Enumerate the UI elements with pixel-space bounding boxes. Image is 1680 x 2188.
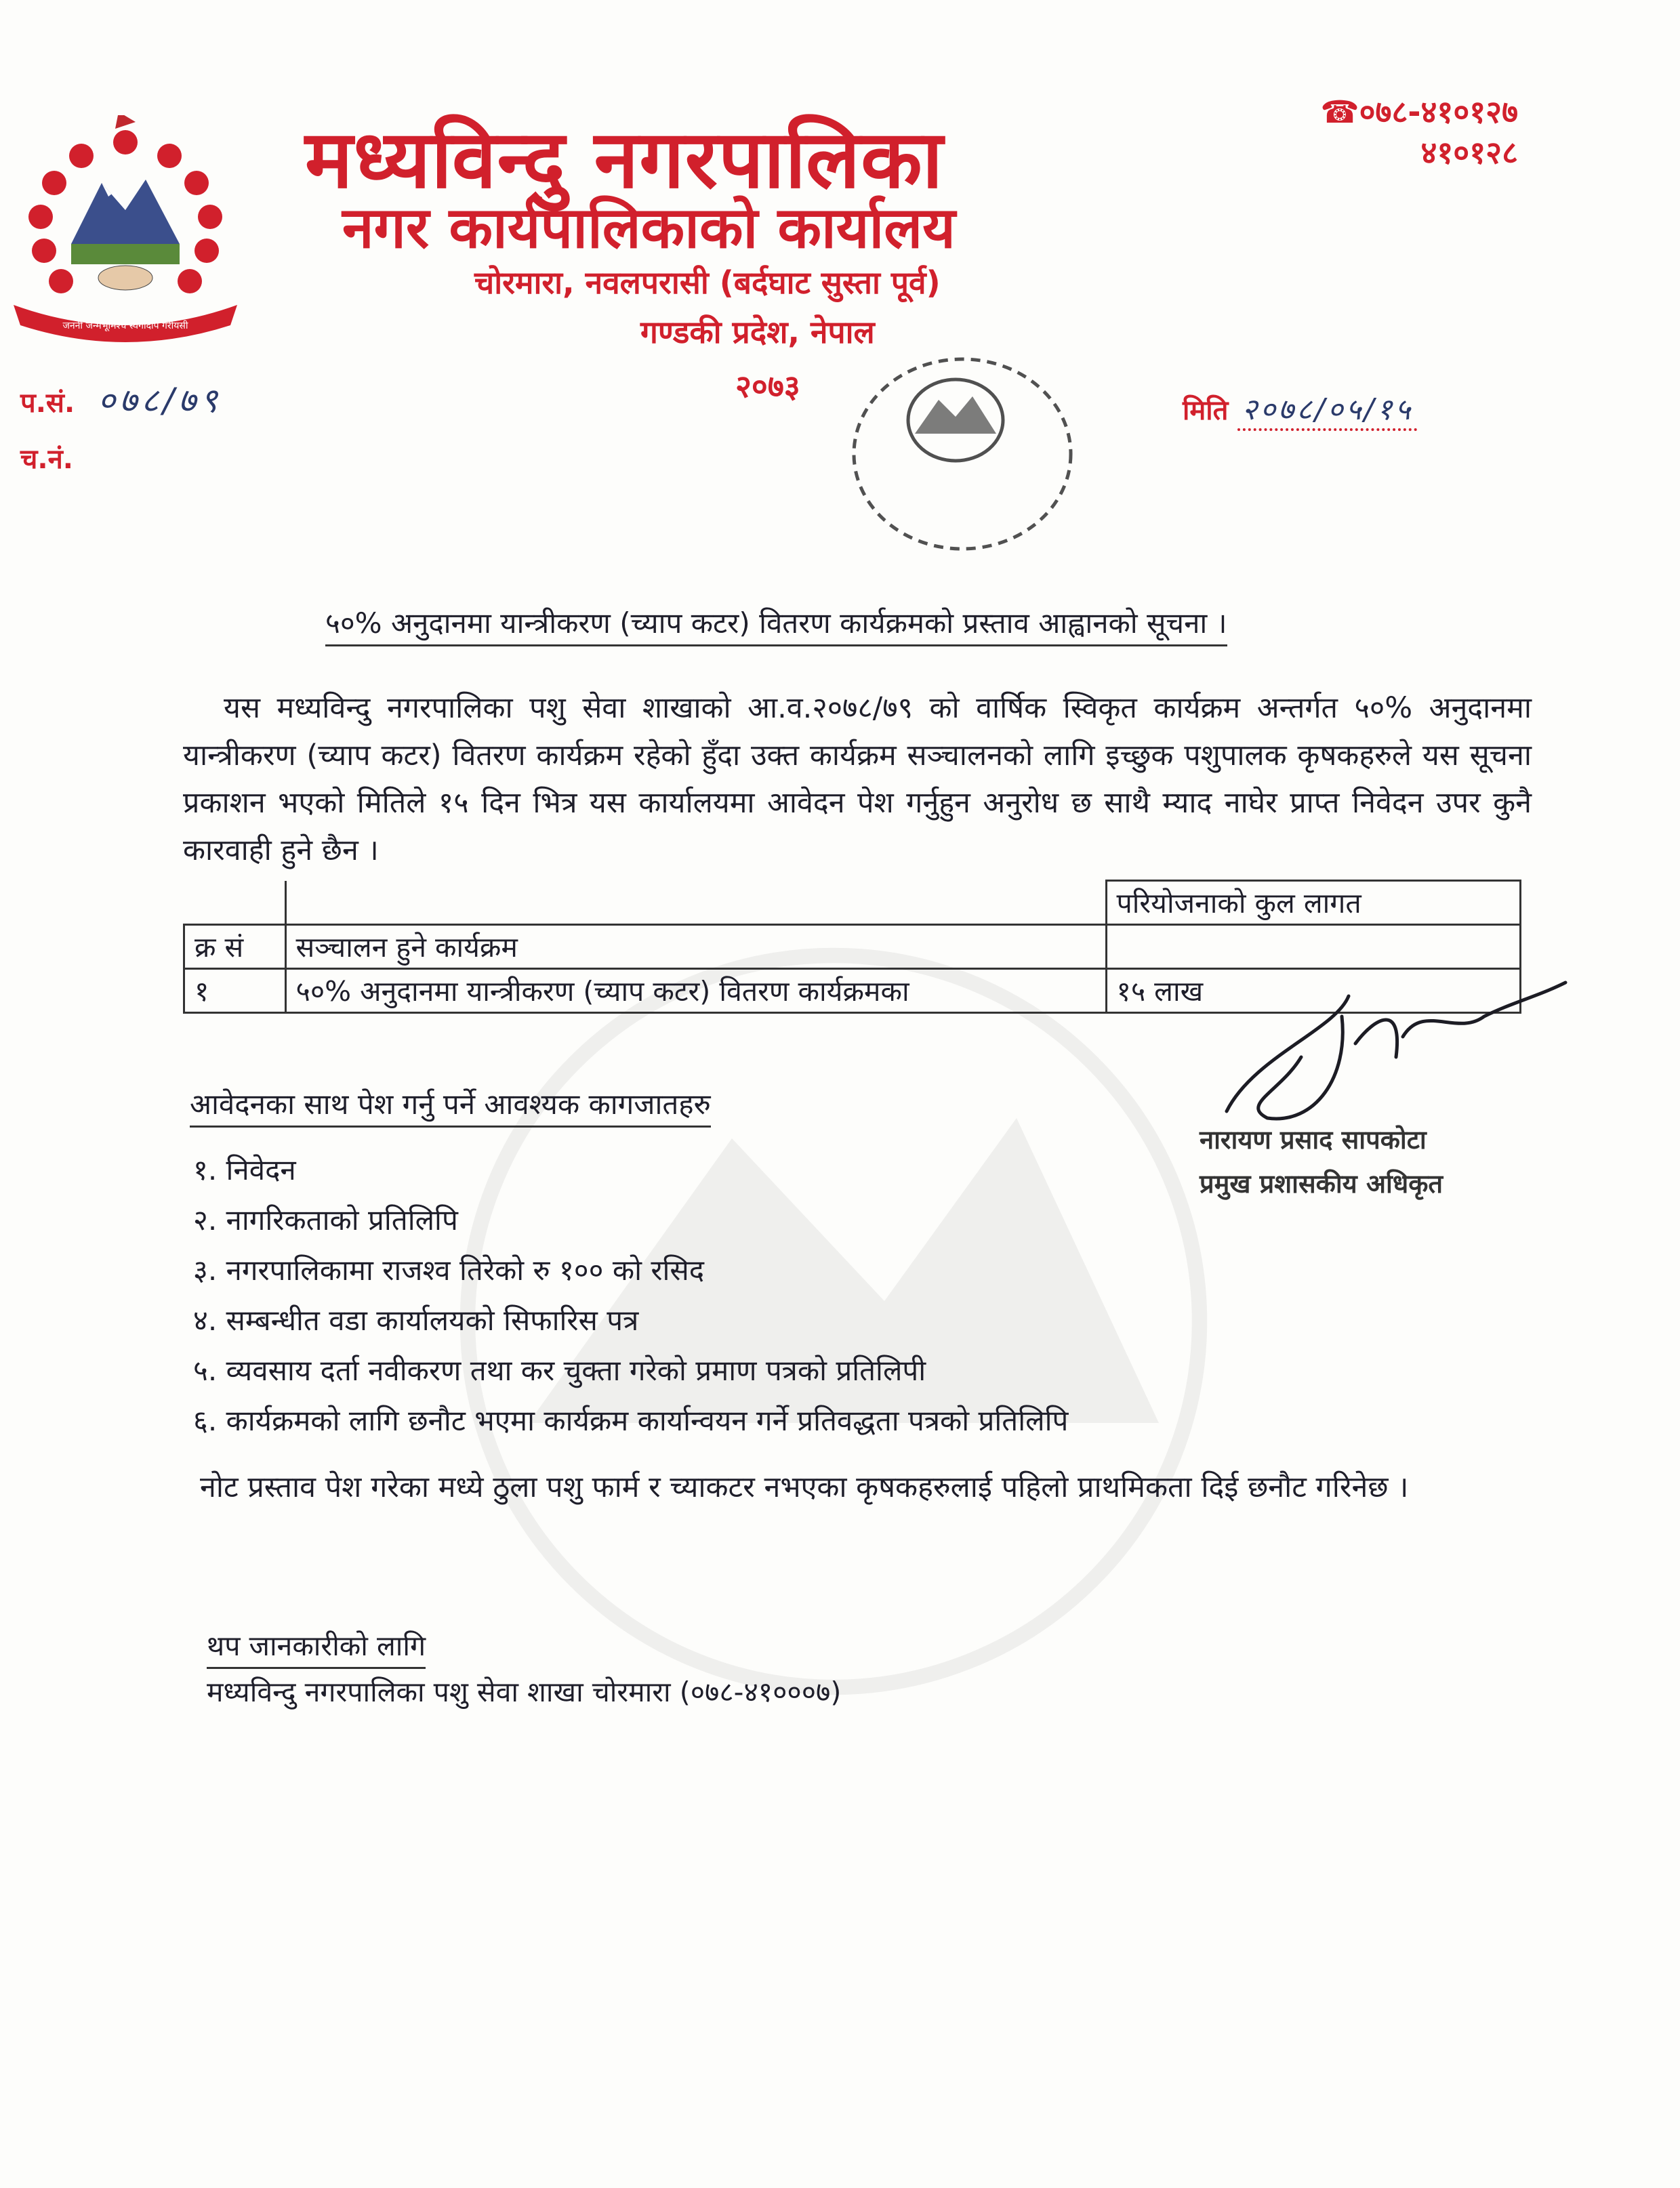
column-header-cost: परियोजनाको कुल लागत: [1106, 881, 1520, 925]
list-item: ४. सम्बन्धीत वडा कार्यालयको सिफारिस पत्र: [193, 1304, 639, 1337]
letter-date: [1183, 388, 1417, 428]
address-line-1: चोरमारा, नवलपरासी (बर्दघाट सुस्ता पूर्व): [474, 264, 941, 301]
nepal-emblem-icon: [0, 115, 251, 346]
signatory-name: नारायण प्रसाद सापकोटा: [1200, 1125, 1427, 1155]
cell-sn: १: [184, 969, 286, 1013]
phone-line-1: ☎०७८-४१०१२७: [1320, 94, 1518, 130]
address-line-2: गण्डकी प्रदेश, नेपाल: [640, 314, 875, 350]
contact-heading: थप जानकारीको लागि: [207, 1626, 426, 1669]
list-item: ३. नगरपालिकामा राजश्व तिरेको रु १०० को रसिद: [193, 1254, 705, 1287]
list-item: २. नागरिकताको प्रतिलिपि: [193, 1203, 458, 1237]
notice-subject: ५०% अनुदानमा यान्त्रीकरण (च्याप कटर) वितरण कार्यक्रमको प्रस्ताव आह्वानको सूचना ।: [325, 603, 1227, 646]
list-item: ६. कार्यक्रमको लागि छनौट भएमा कार्यक्रम कार्यान्वयन गर्ने प्रतिवद्धता पत्रको प्रतिलिपि: [193, 1404, 1069, 1437]
reference-number: [20, 376, 222, 422]
ref-value: ०७८/७९: [98, 381, 222, 420]
established-year: २०७३: [735, 368, 800, 405]
documents-heading: आवेदनका साथ पेश गर्नु पर्ने आवश्यक कागजातहरु: [190, 1084, 711, 1128]
signature-icon: [1200, 976, 1579, 1138]
contact-text: मध्यविन्दु नगरपालिका पशु सेवा शाखा चोरमारा (०७८-४१०००७): [207, 1676, 842, 1708]
office-stamp-icon: [820, 346, 1105, 590]
signatory-title: प्रमुख प्रशासकीय अधिकृत: [1200, 1169, 1443, 1199]
phone-numbers: [1274, 91, 1518, 173]
list-item: ५. व्यवसाय दर्ता नवीकरण तथा कर चुक्ता गरेको प्रमाण पत्रको प्रतिलिपी: [193, 1354, 926, 1387]
notice-note: नोट प्रस्ताव पेश गरेका मध्ये ठुला पशु फार्म र च्याकटर नभएका कृषकहरुलाई पहिलो प्राथमिकता दिई छनौट गरिनेछ ।: [200, 1470, 1409, 1504]
ref-label: प.सं.: [20, 388, 75, 419]
table-header-row: [184, 925, 1521, 969]
cell-program: ५०% अनुदानमा यान्त्रीकरण (च्याप कटर) वितरण कार्यक्रमका: [285, 969, 1106, 1013]
date-value: २०७८/०५/१५: [1237, 392, 1417, 431]
column-header-program: सञ्चालन हुने कार्यक्रम: [285, 925, 1106, 969]
list-item: १. निवेदन: [193, 1153, 296, 1186]
notice-paragraph: यस मध्यविन्दु नगरपालिका पशु सेवा शाखाको आ.व.२०७८/७९ को वार्षिक स्विकृत कार्यक्रम अन्तर्गत ५०% अनुदानमा यान्त्रीकरण (च्याप कटर) वितरण कार्यक्रम रहेको हुँदा उक्त कार्यक्रम सञ्चालनको लागि इच्छुक पशुपालक कृषकहरुले यस सूचना प्रकाशन भएको मितिले १५ दिन भित्र यस कार्यालयमा आवेदन पेश गर्नुहुन अनुरोध छ साथै म्याद नाघेर प्राप्त निवेदन उपर कुनै कारवाही हुने छैन ।: [183, 691, 1532, 867]
table-header-row: [184, 881, 1521, 925]
cell-cost: १५ लाख: [1106, 969, 1520, 1013]
date-label: मिति: [1183, 395, 1229, 426]
documents-list: [193, 1145, 1068, 1446]
chalani-label: च.नं.: [20, 444, 73, 475]
column-header-sn: क्र सं: [184, 925, 286, 969]
phone-line-2: ४१०१२८: [1420, 134, 1518, 171]
emblem-motto: जननी जन्मभूमिश्च स्वर्गादपि गरीयसी: [62, 321, 188, 331]
office-subtitle: नगर कार्यपालिकाको कार्यालय: [342, 194, 956, 261]
office-title: मध्यविन्दु नगरपालिका: [305, 112, 944, 206]
